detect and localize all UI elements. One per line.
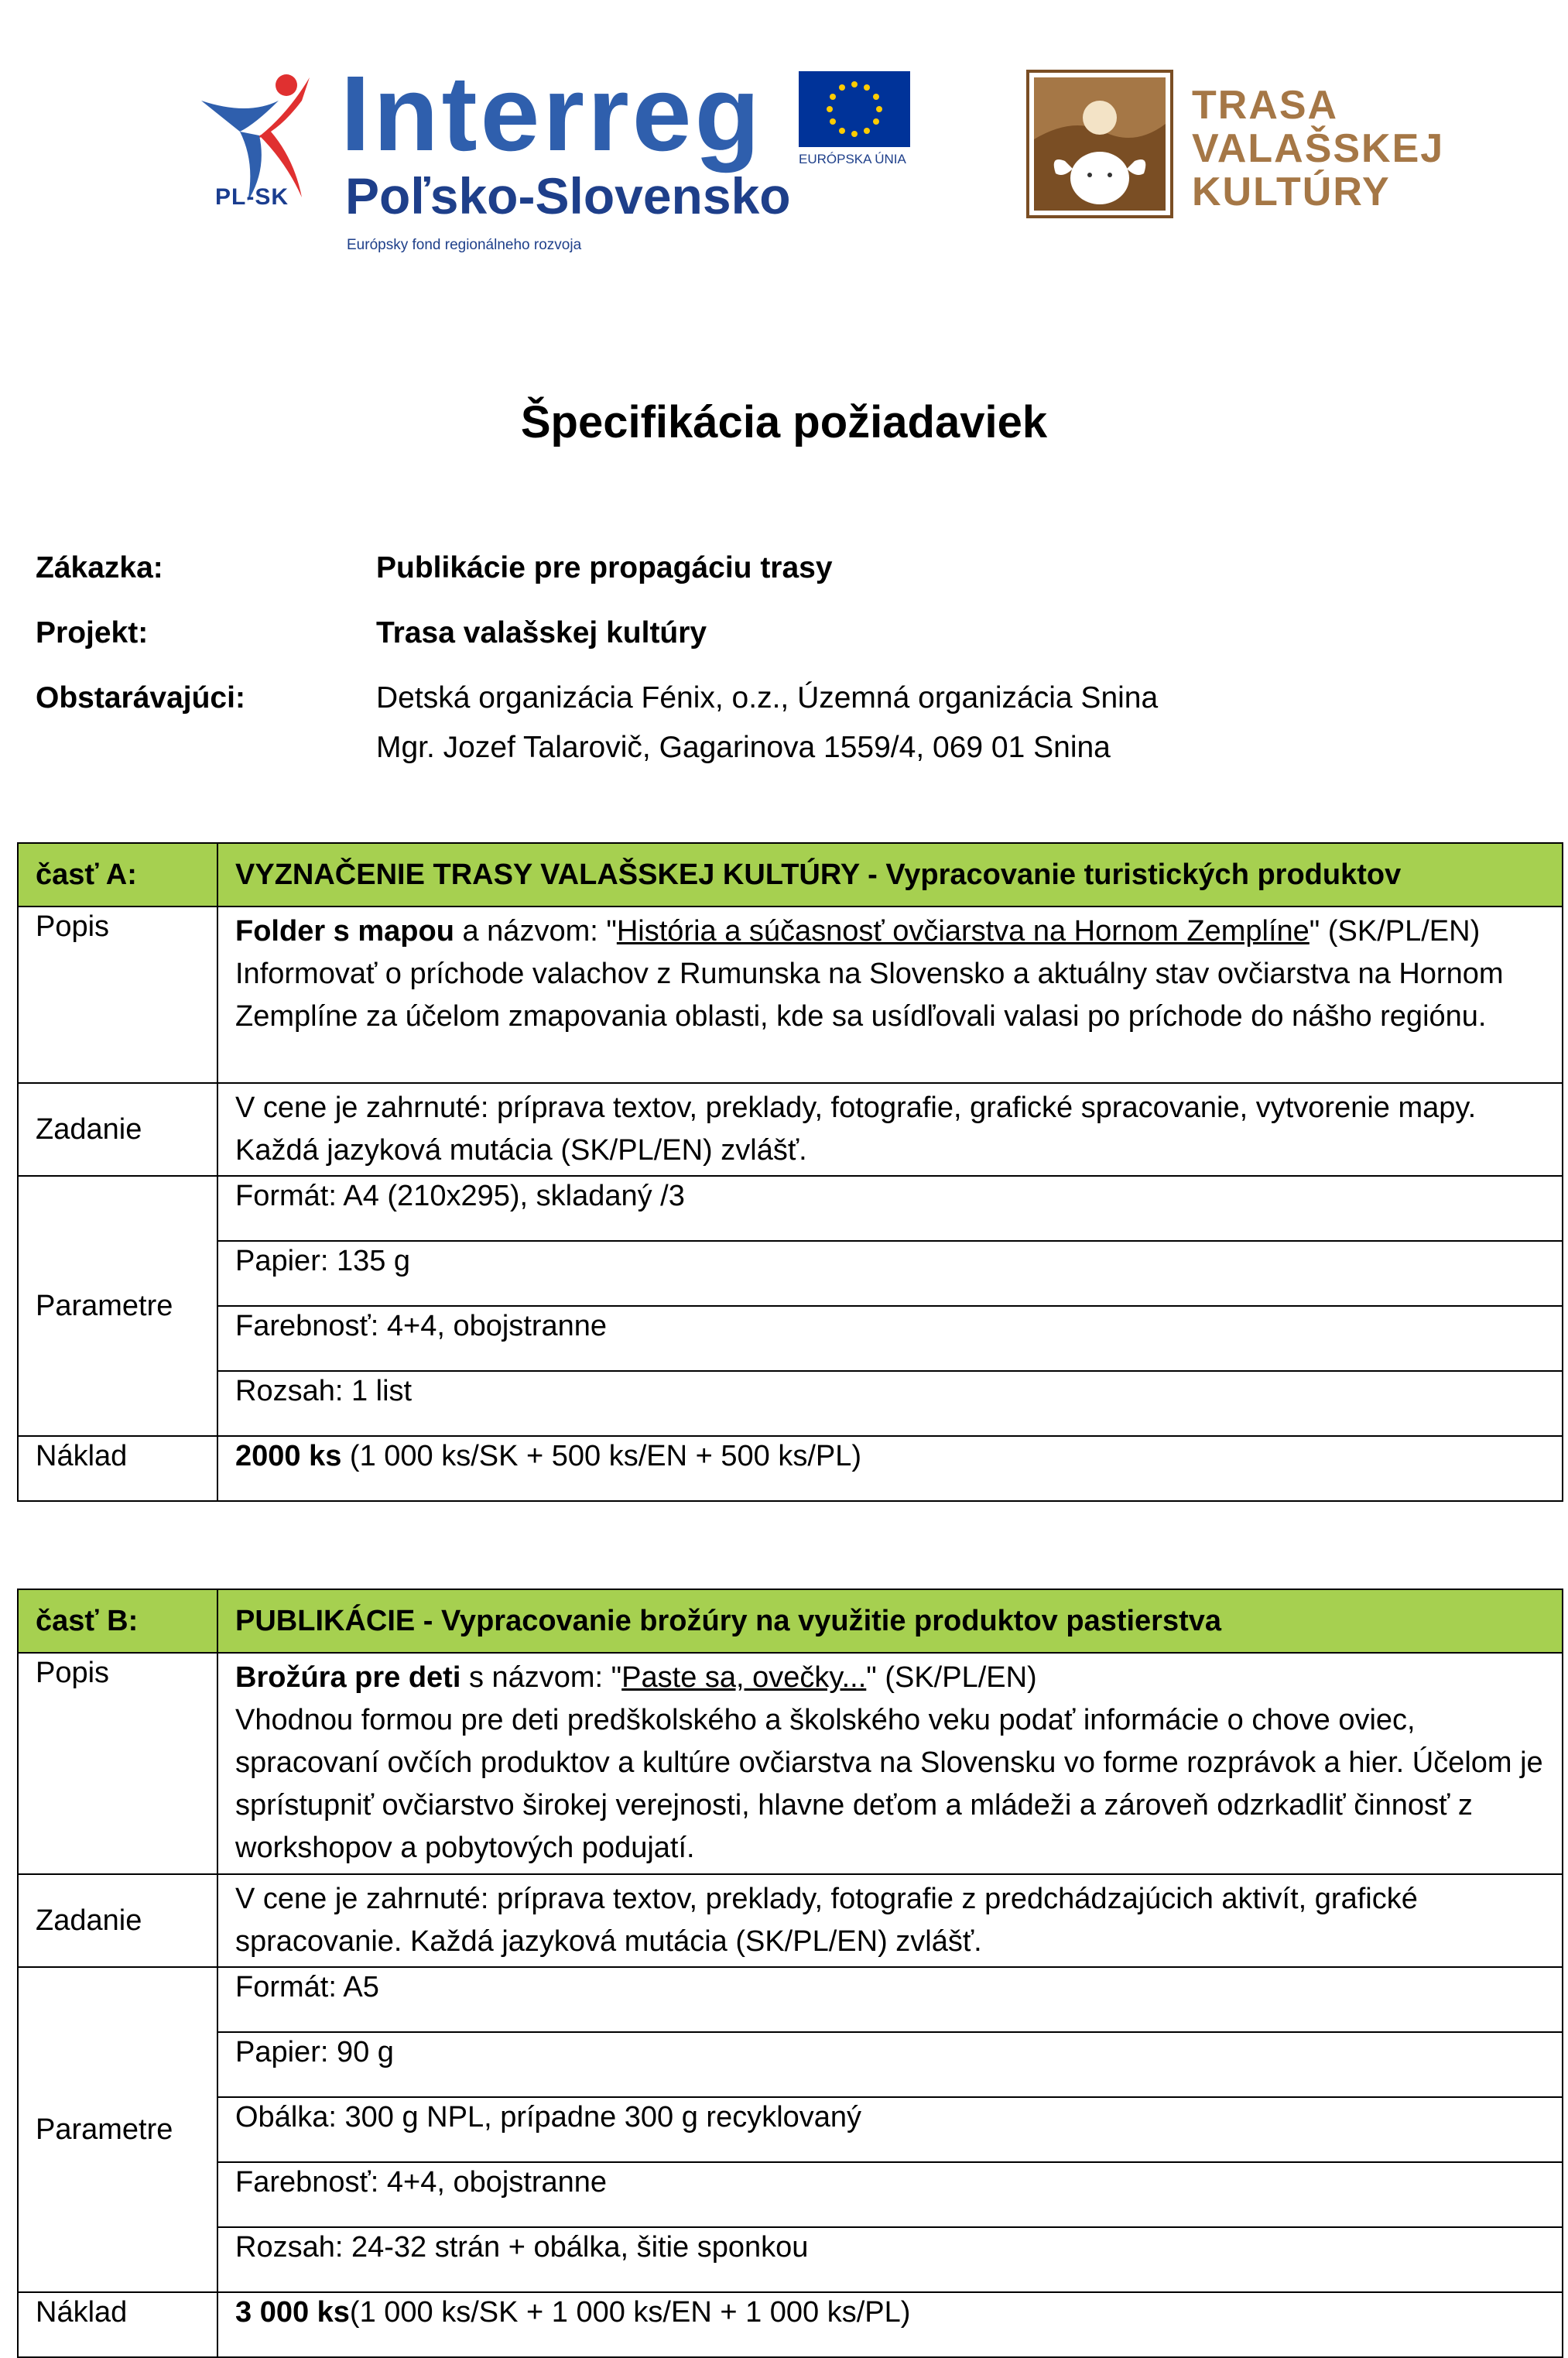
part-title: VYZNAČENIE TRASY VALAŠSKEJ KULTÚRY - Vypracovanie turistických produktov <box>217 843 1563 907</box>
table-row <box>18 1967 1563 2032</box>
meta-value: Trasa valašskej kultúry <box>376 616 707 649</box>
pl-sk-logo-text: PL-SK <box>215 184 289 210</box>
table-row <box>18 2097 1563 2162</box>
table-row <box>18 2227 1563 2292</box>
naklad-cell <box>217 1436 1563 1501</box>
quantity-total: 3 000 ks <box>235 2296 350 2329</box>
trasa-logo-line: VALAŠSKEJ <box>1192 126 1445 171</box>
part-label: časť B: <box>18 1589 217 1653</box>
row-label: Zadanie <box>18 1083 217 1176</box>
trasa-logo-line: KULTÚRY <box>1192 170 1391 214</box>
quantity-total: 2000 ks <box>235 1440 342 1472</box>
part-b-table <box>17 1589 1563 2358</box>
meta-row-zakazka <box>36 551 1158 616</box>
publication-title: Paste sa, ovečky... <box>621 1661 867 1694</box>
header-logos <box>0 0 1568 279</box>
publication-title: História a súčasnosť ovčiarstva na Hornom Zemplíne <box>616 915 1310 948</box>
row-label: Parametre <box>18 1967 217 2292</box>
product-name: Folder s mapou <box>235 915 454 948</box>
meta-label: Projekt: <box>36 616 149 649</box>
quantity-breakdown: (1 000 ks/SK + 500 ks/EN + 500 ks/PL) <box>341 1440 862 1472</box>
document-title: Špecifikácia požiadaviek <box>520 397 1048 447</box>
parameter-cell: Papier: 135 g <box>217 1241 1563 1306</box>
interreg-fund-caption: Európsky fond regionálneho rozvoja <box>347 237 582 253</box>
meta-row-obstaravajuci <box>36 681 1158 782</box>
zadanie-cell: V cene je zahrnuté: príprava textov, preklady, fotografie, grafické spracovanie, vytvorenie mapy. Každá jazyková mutácia (SK/PL/EN) zvlášť. <box>217 1083 1563 1176</box>
trasa-sheep-logo-icon <box>1026 70 1173 218</box>
row-label: Popis <box>18 1653 217 1874</box>
part-label: časť A: <box>18 843 217 907</box>
parameter-cell: Rozsah: 1 list <box>217 1371 1563 1436</box>
meta-value <box>376 673 1158 773</box>
naklad-cell <box>217 2292 1563 2357</box>
meta-value-line: Mgr. Jozef Talarovič, Gagarinova 1559/4, 069 01 Snina <box>376 731 1111 764</box>
meta-label: Obstarávajúci: <box>36 681 245 715</box>
table-row <box>18 2162 1563 2227</box>
row-label: Náklad <box>18 1436 217 1501</box>
table-row <box>18 1874 1563 1967</box>
table-row <box>18 2292 1563 2357</box>
table-row <box>18 1306 1563 1371</box>
parameter-cell: Rozsah: 24-32 strán + obálka, šitie sponkou <box>217 2227 1563 2292</box>
text-fragment: a názvom: " <box>454 915 617 948</box>
parameter-cell: Farebnosť: 4+4, obojstranne <box>217 2162 1563 2227</box>
zadanie-cell: V cene je zahrnuté: príprava textov, preklady, fotografie z predchádzajúcich aktivít, grafické spracovanie. Každá jazyková mutácia (SK/PL/EN) zvlášť. <box>217 1874 1563 1967</box>
eu-flag-icon <box>799 71 910 147</box>
table-row <box>18 1653 1563 1874</box>
product-name: Brožúra pre deti <box>235 1661 461 1694</box>
parameter-cell: Farebnosť: 4+4, obojstranne <box>217 1306 1563 1371</box>
popis-cell <box>217 907 1563 1083</box>
parameter-cell: Obálka: 300 g NPL, prípadne 300 g recyklovaný <box>217 2097 1563 2162</box>
part-title: PUBLIKÁCIE - Vypracovanie brožúry na využitie produktov pastierstva <box>217 1589 1563 1653</box>
table-header-row <box>18 843 1563 907</box>
part-a-table <box>17 842 1563 1502</box>
meta-row-projekt <box>36 616 1158 681</box>
row-label: Náklad <box>18 2292 217 2357</box>
table-row <box>18 1371 1563 1436</box>
order-meta <box>36 551 1158 782</box>
parameter-cell: Formát: A5 <box>217 1967 1563 2032</box>
trasa-logo-text <box>1192 84 1444 214</box>
row-label: Parametre <box>18 1176 217 1436</box>
row-label: Zadanie <box>18 1874 217 1967</box>
trasa-logo-line: TRASA <box>1192 83 1339 128</box>
popis-cell <box>217 1653 1563 1874</box>
eu-flag-caption: EURÓPSKA ÚNIA <box>799 152 906 166</box>
text-fragment: " (SK/PL/EN) Informovať o príchode valachov z Rumunska na Slovensko a aktuálny stav ovčiarstva na Hornom Zemplíne za účelom zmapovania oblasti, kde sa usídľovali valasi po príchode do nášho regiónu. <box>235 915 1504 1033</box>
table-header-row <box>18 1589 1563 1653</box>
interreg-logo-subtitle: Poľsko-Slovensko <box>345 167 791 224</box>
quantity-breakdown: (1 000 ks/SK + 1 000 ks/EN + 1 000 ks/PL) <box>349 2296 911 2329</box>
text-fragment: s názvom: " <box>460 1661 622 1694</box>
interreg-logo-word: Interreg <box>341 54 763 173</box>
parameter-cell: Papier: 90 g <box>217 2032 1563 2097</box>
text-fragment: " (SK/PL/EN) <box>866 1661 1037 1694</box>
table-row <box>18 1176 1563 1241</box>
table-row <box>18 2032 1563 2097</box>
table-row <box>18 907 1563 1083</box>
table-row <box>18 1436 1563 1501</box>
parameter-cell: Formát: A4 (210x295), skladaný /3 <box>217 1176 1563 1241</box>
row-label: Popis <box>18 907 217 1083</box>
table-row <box>18 1083 1563 1176</box>
meta-value-line: Detská organizácia Fénix, o.z., Územná organizácia Snina <box>376 681 1159 715</box>
table-row <box>18 1241 1563 1306</box>
description-text: Vhodnou formou pre deti predškolského a školského veku podať informácie o chove oviec, spracovaní ovčích produktov a kultúre ovčiarstva na Slovensku vo forme rozprávok a hier. Účelom je sprístupniť ovčiarstvo širokej verejnosti, hlavne deťom a mládeži a zároveň odzrkadliť činnosť z workshopov a pobytových podujatí. <box>235 1704 1543 1864</box>
meta-label: Zákazka: <box>36 551 163 584</box>
meta-value: Publikácie pre propagáciu trasy <box>376 551 833 584</box>
